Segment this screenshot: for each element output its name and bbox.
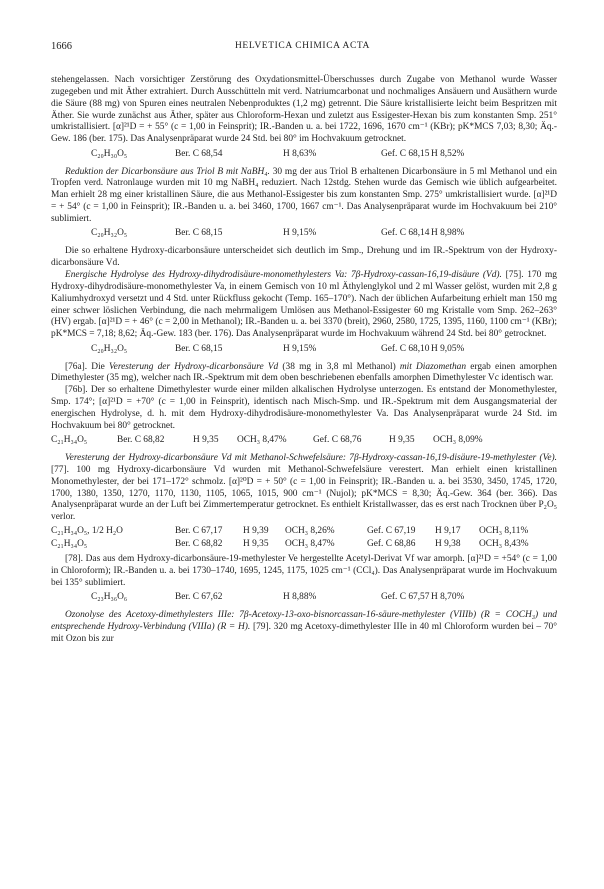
paragraph-comparison: Die so erhaltene Hydroxy-dicarbonsäure unterscheidet sich deutlich im Smp., Drehung und im IR.-Spektrum von der Hydroxy-dicarbonsäure Vd. (51, 246, 557, 269)
found-carbon: Gef. C 67,57 (381, 592, 430, 603)
analysis-formula: C₂₃H₃₆O₆ (91, 592, 128, 603)
paragraph-hydrolysis: Energische Hydrolyse des Hydroxy-dihydrodisäure-monomethylesters Va: 7β-Hydroxy-cassan-16,19-disäure (Vd). [75]. 170 mg Hydroxy-dihydrodisäure-monomethylester Va, in einem Gemisch von 10 ml Äthylenglykol und 2 ml Wasser gelöst, wurden mit 2,8 g Kaliumhydroxyd versetzt und 4 Std. unter Rückfluss gekocht (Temp. 165–170°). Nach der üblichen Aufarbeitung erhielt man 150 mg einer schwer löslichen Verbindung, die nach mehrmaligem Umlösen aus Methanol-Essigester 60 mg Kristalle vom Smp. 262–263° (HV) ergab. [α]²¹D = + 46° (c = 2,00 in Methanol); IR.-Banden u. a. bei 3370 (breit), 2960, 2580, 1725, 1395, 1160, 1100 cm⁻¹ (KBr); pK*MCS = 7,18; 8,62; Äq.-Gew. 183 (ber. 176). Das Analysenpräparat wurde im Hochvakuum während 24 Std. bei 80° getrocknet. (51, 269, 557, 340)
analysis-line (51, 539, 557, 552)
analysis-line (51, 592, 557, 607)
calc-carbon: Ber. C 68,82 (117, 435, 165, 446)
found-methoxy: OCH₃ 8,11% (479, 526, 529, 537)
calc-hydrogen: H 8,63% (283, 148, 317, 159)
found-hydrogen: H 9,17 (435, 526, 461, 537)
page-number: 1666 (51, 41, 72, 52)
paragraph-mild-hydrolysis: [76b]. Der so erhaltene Dimethylester wurde einer milden alkalischen Hydrolyse unterzogen. Es entstand der Monomethylester, Smp. 174°; [α]²¹D = +70° (c = 1,00 in Feinsprit), identisch nach Misch-Smp. und IR.-Spektrum mit dem Ausgangsmaterial der energischen Hydrolyse, d. h. mit dem Hydroxy-dihydrodisäure-monomethylester Va. Das Analysenpräparat wurde 24 Std. im Hochvakuum bei 80° getrocknet. (51, 385, 557, 431)
analysis-formula: C₂₀H₃₂O₅ (91, 228, 128, 239)
calc-carbon: Ber. C 67,17 (175, 526, 223, 537)
paragraph-acetyl-derivative: [78]. Das aus dem Hydroxy-dicarbonsäure-19-methylester Ve hergestellte Acetyl-Derivat Vf war amorph. [α]²¹D = +54° (c = 1,00 in Chloroform); IR.-Banden u. a. bei 1730–1740, 1695, 1245, 1175, 1025 cm⁻¹ (CCl₄). Das Analysenpräparat wurde im Hochvakuum bei 135° sublimiert. (51, 554, 557, 588)
paragraph-reduction: Reduktion der Dicarbonsäure aus Triol B mit NaBH₄. 30 mg der aus Triol B erhaltenen Dicarbonsäure in 5 ml Methanol und ein Tropfen verd. Natronlauge wurden mit 10 mg NaBH₄ reduziert. Nach 12stdg. Stehen wurde das Gemisch wie üblich aufgearbeitet. Man erhielt 28 mg einer kristallinen Säure, die aus Methanol-Essigester bis zum konstanten Smp. 275° umkristallisiert wurde. [α]²¹D = + 54° (c = 1,00 in Feinsprit); IR.-Banden u. a. bei 3460, 1700, 1667 cm⁻¹. Das Analysenpräparat wurde im Hochvakuum bei 210° sublimiert. (51, 166, 557, 224)
calc-hydrogen: H 9,39 (243, 526, 269, 537)
calc-carbon: Ber. C 68,15 (175, 343, 223, 354)
calc-hydrogen: H 9,35 (243, 538, 269, 549)
calc-hydrogen: H 8,88% (283, 592, 317, 603)
found-hydrogen: H 8,70% (431, 592, 465, 603)
found-hydrogen: H 8,52% (431, 148, 465, 159)
found-carbon: Gef. C 68,10 (381, 343, 430, 354)
calc-methoxy: OCH₃ 8,47% (285, 538, 335, 549)
analysis-line (51, 228, 557, 243)
analysis-formula: C₂₀H₃₂O₅ (91, 343, 128, 354)
analysis-line (51, 435, 557, 450)
analysis-formula: C₂₁H₃₄O₅ (51, 435, 88, 446)
calc-hydrogen: H 9,15% (283, 343, 317, 354)
page-header (51, 41, 554, 55)
calc-carbon: Ber. C 68,54 (175, 148, 223, 159)
calc-carbon: Ber. C 68,82 (175, 538, 223, 549)
section-title: Energische Hydrolyse des Hydroxy-dihydrodisäure-monomethylesters Va: 7β-Hydroxy-cassan-16,19-disäure (Vd). (65, 269, 502, 280)
found-carbon: Gef. C 68,14 (381, 228, 430, 239)
found-hydrogen: H 9,35 (389, 435, 415, 446)
found-hydrogen: H 9,05% (431, 343, 465, 354)
calc-methoxy: OCH₃ 8,47% (237, 435, 287, 446)
article-body (51, 75, 557, 646)
paragraph-ozonolysis: Ozonolyse des Acetoxy-dimethylesters IIIe: 7β-Acetoxy-13-oxo-bisnorcassan-16-säure-methylester (VIIIb) (R = COCH₃) und entsprechende Hydroxy-Verbindung (VIIIa) (R = H). [79]. 320 mg Acetoxy-dimethylester IIIe in 40 ml Chloroform wurden bei – 70° mit Ozon bis zur (51, 610, 557, 644)
paragraph-esterification-sulfuric: Veresterung der Hydroxy-dicarbonsäure Vd mit Methanol-Schwefelsäure: 7β-Hydroxy-cassan-16,19-disäure-19-methylester (Ve). [77]. 100 mg Hydroxy-dicarbonsäure Vd wurden mit Methanol-Schwefelsäure verestert. Man erhielt einen kristallinen Monomethylester, der bei 171–172° schmolz. [α]²⁰D = + 50° (c = 1,00 in Feinsprit); IR.-Banden u. a. bei 3530, 3450, 1745, 1720, 1700, 1380, 1350, 1270, 1170, 1130, 1105, 1065, 1015, 900 cm⁻¹ (Nujol); pK*MCS = 8,30; Äq.-Gew. 364 (ber. 366). Das Analysenpräparat wurde an der Luft bei Zimmertemperatur getrocknet. Es enthielt Kristallwasser, das es erst nach Trocknen über P₂O₅ verlor. (51, 453, 557, 523)
found-methoxy: OCH₃ 8,09% (433, 435, 483, 446)
analysis-formula: C₂₁H₃₄O₅ (51, 538, 88, 549)
section-title: Veresterung der Hydroxy-dicarbonsäure Vd mit Methanol-Schwefelsäure: 7β-Hydroxy-cassan-16,19-disäure-19-methylester (Ve). (65, 453, 557, 464)
analysis-line (51, 526, 557, 539)
calc-carbon: Ber. C 68,15 (175, 228, 223, 239)
found-carbon: Gef. C 68,86 (367, 538, 416, 549)
found-methoxy: OCH₃ 8,43% (479, 538, 529, 549)
paragraph-esterification-diazomethane: [76a]. Die Veresterung der Hydroxy-dicarbonsäure Vd (38 mg in 3,8 ml Methanol) mit Diazomethan ergab einen amorphen Dimethylester (35 mg), welcher nach IR.-Spektrum mit dem oben beschriebenen ebenfalls amorphen Dimethylester Vc identisch war. (51, 361, 557, 384)
calc-carbon: Ber. C 67,62 (175, 592, 223, 603)
analysis-line (51, 344, 557, 359)
section-title: Reduktion der Dicarbonsäure aus Triol B mit NaBH₄. (65, 166, 270, 177)
found-hydrogen: H 9,38 (435, 538, 461, 549)
found-carbon: Gef. C 68,76 (313, 435, 362, 446)
found-carbon: Gef. C 68,15 (381, 148, 430, 159)
journal-title: HELVETICA CHIMICA ACTA (234, 41, 371, 51)
calc-methoxy: OCH₃ 8,26% (285, 526, 335, 537)
found-carbon: Gef. C 67,19 (367, 526, 416, 537)
calc-hydrogen: H 9,15% (283, 228, 317, 239)
analysis-formula: C₂₀H₃₀O₅ (91, 148, 128, 159)
calc-hydrogen: H 9,35 (193, 435, 219, 446)
analysis-line (51, 149, 557, 164)
paragraph-oxidation-workup: stehengelassen. Nach vorsichtiger Zerstörung des Oxydationsmittel-Überschusses durch Zugabe von Methanol wurde Wasser zugegeben und mit Äther extrahiert. Durch Ausschütteln mit verd. Natriumcarbonat und nochmaliges Ansäuern und Ausäthern wurde die Säure (88 mg) von Spuren eines neutralen Nebenproduktes (1,2 mg) getrennt. Die Säure kristallisierte leicht beim Bespritzen mit Äther. Sie wurde zunächst aus Äther, später aus Chloroform-Hexan und zuletzt aus Essigester-Hexan bis zum konstanten Smp. 251° umkristallisiert. [α]²¹D = + 55° (c = 1,00 in Feinsprit); IR.-Banden u. a. bei 1722, 1696, 1670 cm⁻¹ (KBr); pK*MCS 7,03; 8,30; Äq.-Gew. 186 (ber. 175). Das Analysenpräparat wurde 24 Std. bei 80° im Hochvakuum getrocknet. (51, 75, 557, 145)
section-title: Ozonolyse des Acetoxy-dimethylesters IIIe: 7β-Acetoxy-13-oxo-bisnorcassan-16-säure-methylester (VIIIb) (R = COCH₃) und entsprechende Hydroxy-Verbindung (VIIIa) (R = H). (51, 610, 557, 633)
found-hydrogen: H 8,98% (431, 228, 465, 239)
analysis-formula: C₂₁H₃₄O₅, 1/2 H₂O (51, 526, 123, 537)
